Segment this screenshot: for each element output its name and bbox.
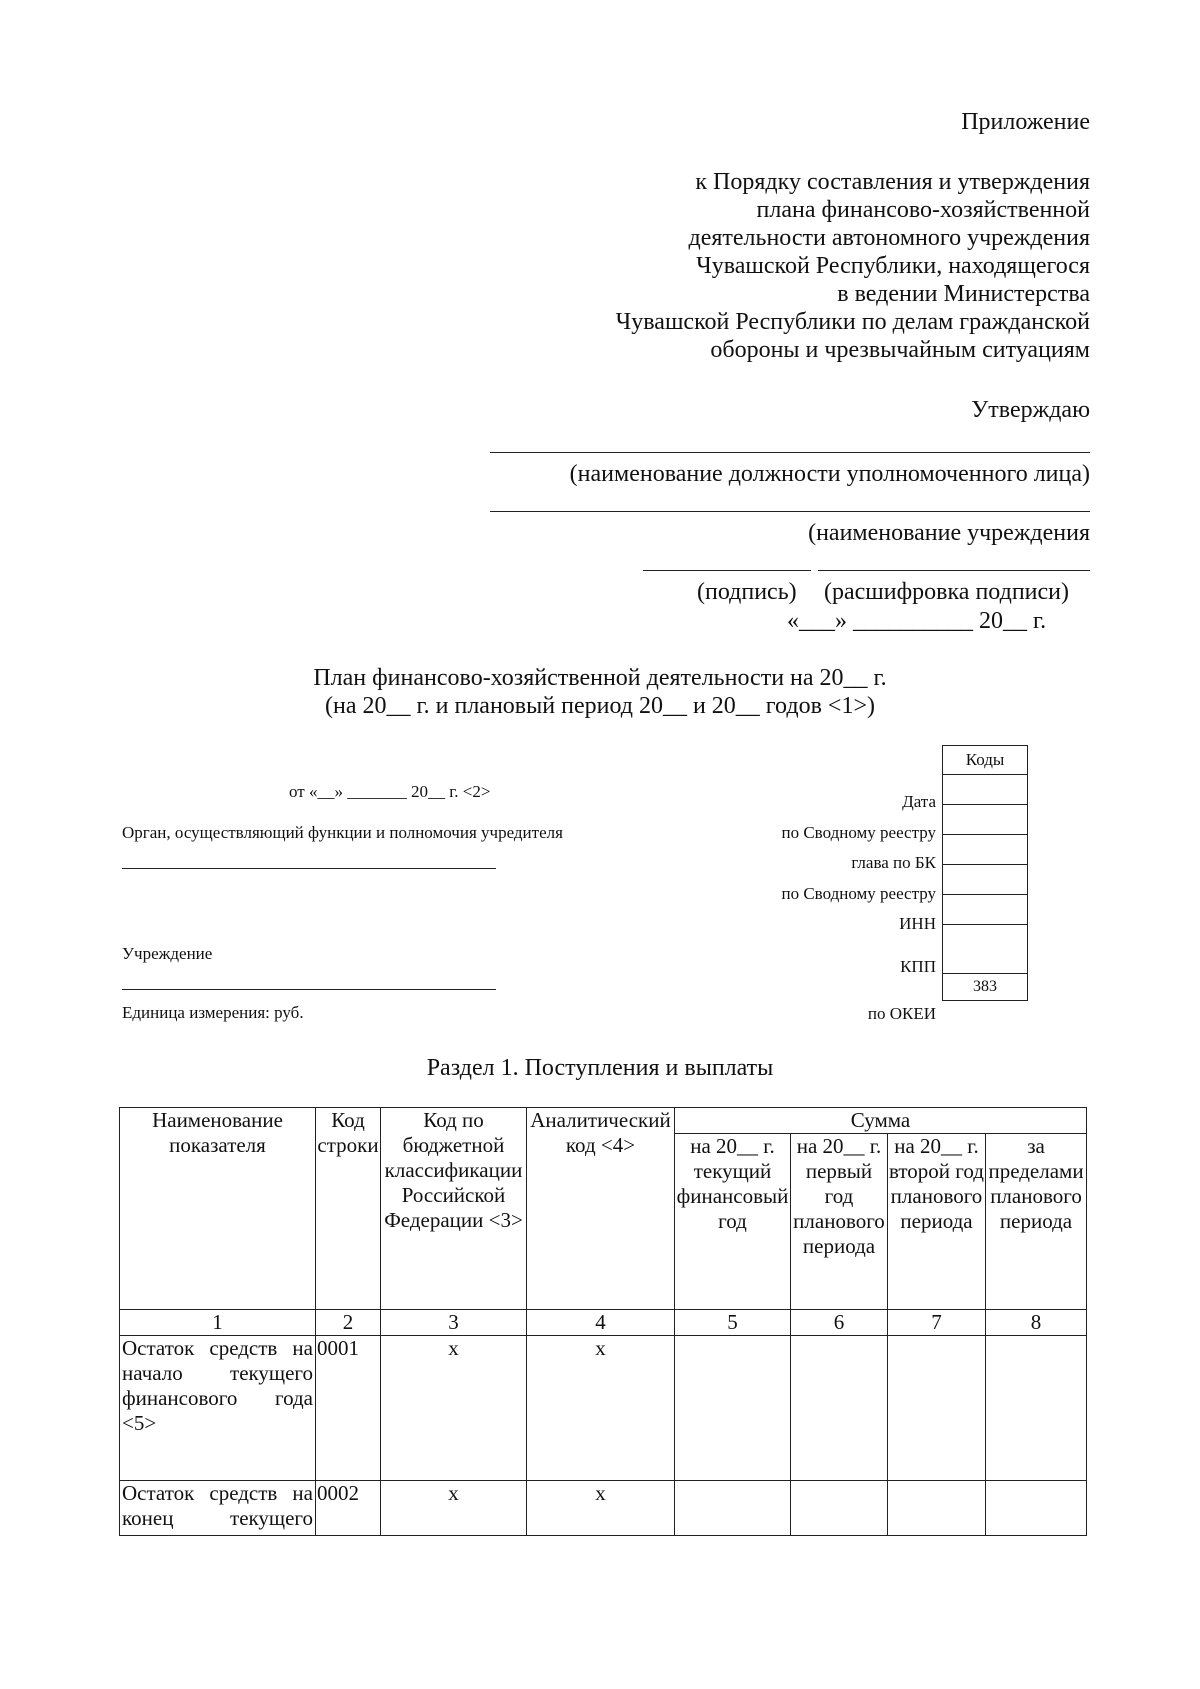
decode-line — [818, 570, 1090, 571]
col-number: 6 — [791, 1310, 888, 1336]
code-cell-kpp — [943, 925, 1028, 974]
approval-title: Утверждаю — [971, 397, 1090, 423]
row-code: 0001 — [316, 1336, 381, 1481]
header-sum-beyond: за пределами планового периода — [986, 1134, 1087, 1310]
institution-line — [490, 511, 1090, 512]
code-label-bk: глава по БК — [851, 853, 936, 872]
row-code: 0002 — [316, 1481, 381, 1536]
row-sum-second — [888, 1481, 986, 1536]
table-row — [120, 1336, 1087, 1481]
col-number: 8 — [986, 1310, 1087, 1336]
unit-label: Единица измерения: руб. — [122, 1003, 304, 1022]
row-sum-current — [675, 1481, 791, 1536]
col-number: 4 — [527, 1310, 675, 1336]
plan-subtitle: (на 20__ г. и плановый период 20__ и 20__ годов <1>) — [325, 693, 875, 719]
order-reference — [490, 168, 1090, 364]
code-cell-registry-2 — [943, 865, 1028, 895]
row-sum-second — [888, 1336, 986, 1481]
appendix-title: Приложение — [961, 109, 1090, 135]
header-budget-code: Код по бюджетной классификации Российской Федерации <3> — [381, 1108, 527, 1310]
signature-line — [643, 570, 811, 571]
code-cell-date — [943, 775, 1028, 805]
section-title: Раздел 1. Поступления и выплаты — [426, 1055, 774, 1081]
code-label-registry: по Сводному реестру — [781, 823, 936, 842]
order-line: обороны и чрезвычайным ситуациям — [710, 337, 1090, 363]
code-cell-okei: 383 — [943, 974, 1028, 1001]
order-line: деятельности автономного учреждения — [688, 225, 1090, 251]
code-label-okei: по ОКЕИ — [867, 1004, 936, 1023]
code-label-kpp: КПП — [900, 957, 936, 976]
row-budget-code: х — [381, 1481, 527, 1536]
row-sum-beyond — [986, 1336, 1087, 1481]
row-analytic-code: х — [527, 1336, 675, 1481]
col-number: 2 — [316, 1310, 381, 1336]
header-name: Наименование показателя — [120, 1108, 316, 1310]
receipts-payments-table — [119, 1107, 1087, 1536]
header-sum-second: на 20__ г. второй год планового периода — [888, 1134, 986, 1310]
founder-label: Орган, осуществляющий функции и полномочия учредителя — [122, 823, 563, 842]
header-sum-current: на 20__ г. текущий финансовый год — [675, 1134, 791, 1310]
row-name: Остаток средств на конец текущего — [120, 1481, 316, 1536]
order-line: к Порядку составления и утверждения — [695, 169, 1090, 195]
col-number: 5 — [675, 1310, 791, 1336]
row-sum-current — [675, 1336, 791, 1481]
row-budget-code: х — [381, 1336, 527, 1481]
order-line: Чувашской Республики, находящегося — [696, 253, 1090, 279]
row-sum-first — [791, 1481, 888, 1536]
position-line — [490, 452, 1090, 453]
code-cell-bk — [943, 835, 1028, 865]
row-sum-first — [791, 1336, 888, 1481]
institution-label: Учреждение — [122, 944, 213, 963]
col-number: 7 — [888, 1310, 986, 1336]
header-sum: Сумма — [675, 1108, 1087, 1134]
institution-caption: (наименование учреждения — [808, 520, 1090, 546]
order-line: в ведении Министерства — [837, 281, 1090, 307]
position-caption: (наименование должности уполномоченного лица) — [569, 461, 1090, 487]
code-label-date: Дата — [902, 792, 936, 811]
decode-caption: (расшифровка подписи) — [824, 579, 1069, 605]
code-cell-registry — [943, 805, 1028, 835]
table-row — [120, 1481, 1087, 1536]
signature-caption: (подпись) — [697, 579, 797, 605]
codes-table — [942, 745, 1028, 1001]
header-sum-first: на 20__ г. первый год планового периода — [791, 1134, 888, 1310]
founder-line — [122, 868, 496, 869]
plan-title: План финансово-хозяйственной деятельности на 20__ г. — [313, 665, 887, 691]
order-line: плана финансово-хозяйственной — [756, 197, 1090, 223]
order-line: Чувашской Республики по делам гражданской — [615, 309, 1090, 335]
header-analytic-code: Аналитический код <4> — [527, 1108, 675, 1310]
approval-date: «___» __________ 20__ г. — [787, 608, 1047, 634]
row-name: Остаток средств на начало текущего финансового года <5> — [120, 1336, 316, 1481]
codes-header: Коды — [943, 746, 1028, 775]
col-number: 1 — [120, 1310, 316, 1336]
header-row-code: Код строки — [316, 1108, 381, 1310]
institution-field-line — [122, 989, 496, 990]
row-analytic-code: х — [527, 1481, 675, 1536]
code-cell-inn — [943, 895, 1028, 925]
code-label-inn: ИНН — [899, 914, 936, 933]
code-label-registry-2: по Сводному реестру — [781, 884, 936, 903]
col-number: 3 — [381, 1310, 527, 1336]
from-date: от «__» _______ 20__ г. <2> — [289, 782, 491, 801]
row-sum-beyond — [986, 1481, 1087, 1536]
